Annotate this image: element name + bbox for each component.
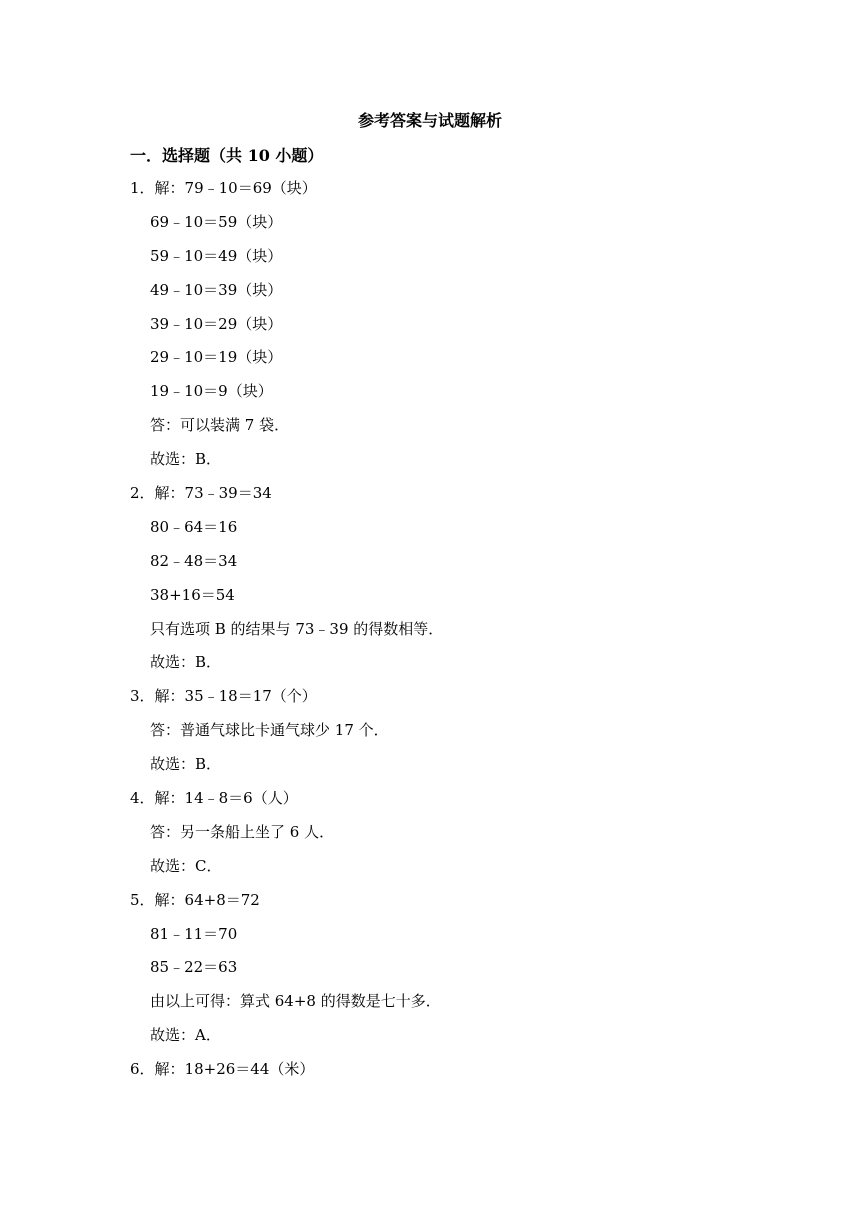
- answer-line: 故选：B．: [150, 755, 222, 774]
- answer-line: 1．解：79﹣10＝69（块）: [130, 179, 317, 197]
- answer-line: 4．解：14﹣8＝6（人）: [130, 789, 298, 808]
- answer-line: 19﹣10＝9（块）: [150, 382, 273, 401]
- answer-line: 49﹣10＝39（块）: [150, 280, 283, 299]
- answer-line: 39﹣10＝29（块）: [150, 314, 283, 333]
- answer-content: [130, 177, 770, 1092]
- answer-line: 答：另一条船上坐了 6 人．: [150, 822, 335, 841]
- answer-line: 85﹣22＝63: [150, 958, 238, 977]
- answer-line: 故选：B．: [150, 653, 222, 672]
- answer-line: 6．解：18+26＝44（米）: [130, 1060, 315, 1079]
- answer-line: 答：可以装满 7 袋．: [150, 416, 290, 435]
- answer-line: 69﹣10＝59（块）: [150, 212, 283, 231]
- answer-line: 只有选项 B 的结果与 73﹣39 的得数相等．: [150, 619, 444, 638]
- page-title: 参考答案与试题解析: [357, 111, 502, 130]
- answer-line: 故选：A．: [150, 1026, 221, 1045]
- answer-line: 80﹣64＝16: [150, 517, 238, 536]
- section-heading: 一．选择题（共 10 小题）: [130, 146, 324, 165]
- answer-line: 故选：C．: [150, 856, 222, 875]
- answer-line: 29﹣10＝19（块）: [150, 348, 283, 367]
- answer-line: 82﹣48＝34: [150, 551, 238, 570]
- answer-line: 59﹣10＝49（块）: [150, 246, 283, 265]
- answer-line: 81﹣11＝70: [150, 924, 238, 943]
- answer-line: 2．解：73﹣39＝34: [130, 484, 272, 503]
- answer-line: 故选：B．: [150, 450, 222, 469]
- answer-line: 3．解：35﹣18＝17（个）: [130, 687, 317, 706]
- answer-line: 答：普通气球比卡通气球少 17 个．: [150, 721, 389, 740]
- answer-line: 5．解：64+8＝72: [130, 890, 260, 909]
- answer-line: 由以上可得：算式 64+8 的得数是七十多．: [150, 992, 441, 1011]
- answer-line: 38+16＝54: [150, 585, 235, 604]
